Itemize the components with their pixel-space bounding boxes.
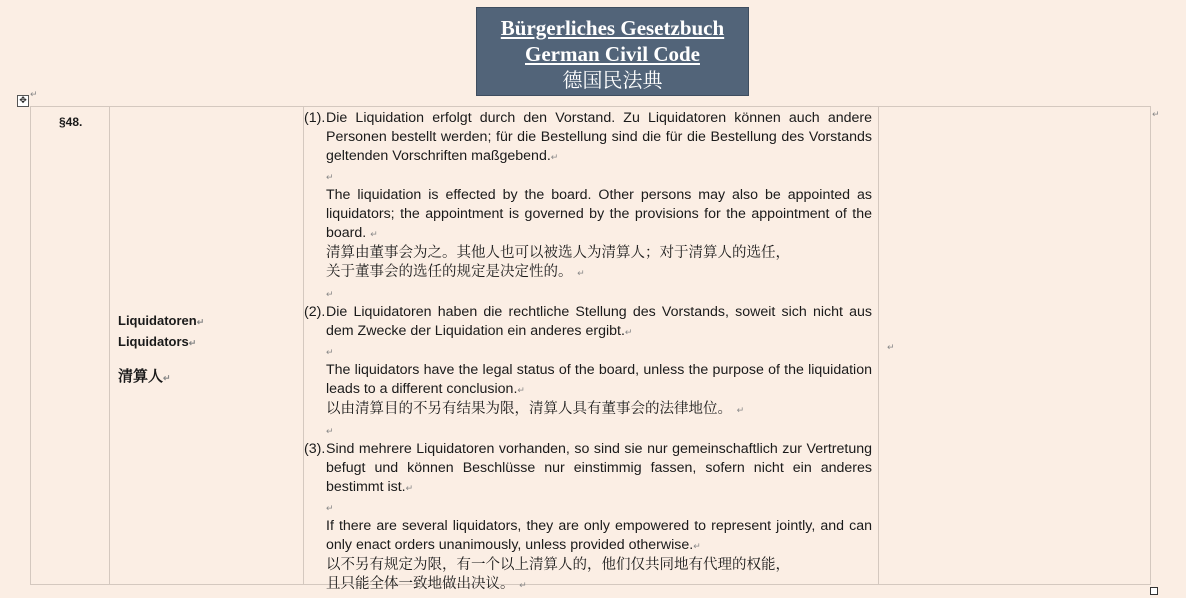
paragraph-mark-icon: ↵ xyxy=(517,385,525,395)
paragraph-mark-icon: ↵ xyxy=(326,172,334,182)
paragraph-mark-icon: ↵ xyxy=(887,343,895,353)
paragraph-mark-icon: ↵ xyxy=(163,373,171,383)
paragraph-mark-icon: ↵ xyxy=(326,347,334,357)
paragraph-3-chinese-line-1: 以不另有规定为限，有一个以上清算人的，他们仅共同地有代理的权能， xyxy=(326,557,790,573)
term-english: Liquidators xyxy=(118,334,189,349)
table-resize-handle[interactable] xyxy=(1150,587,1158,595)
paragraph-1-chinese-line-1: 清算由董事会为之。其他人也可以被选人为清算人；对于清算人的选任， xyxy=(326,245,790,261)
term-block xyxy=(118,311,204,388)
statute-table xyxy=(30,106,1151,592)
notes-cell xyxy=(879,107,1152,584)
paragraph-mark-icon: ↵ xyxy=(550,152,559,162)
section-number: §48. xyxy=(59,115,83,129)
paragraph-mark-icon: ↵ xyxy=(196,317,205,327)
paragraph-number: (1). xyxy=(304,110,326,126)
document-title-banner xyxy=(476,7,749,96)
title-chinese: 德国民法典 xyxy=(562,68,663,92)
table-move-handle-icon[interactable]: ✥ xyxy=(17,95,29,107)
term-cell xyxy=(110,107,304,584)
paragraph-3-english: If there are several liquidators, they are only empowered to represent jointly, and can only enact orders unanimously, unless provided otherwise.↵ xyxy=(326,518,872,553)
section-number-cell xyxy=(31,107,110,584)
paragraph-2-english: The liquidators have the legal status of the board, unless the purpose of the liquidation leads to a different conclusion.↵ xyxy=(326,362,872,397)
paragraph-mark-icon: ↵ xyxy=(30,90,38,100)
paragraph-mark-icon: ↵ xyxy=(326,503,334,513)
title-german: Bürgerliches Gesetzbuch xyxy=(500,16,725,40)
paragraph-3-chinese-line-2: 且只能全体一致地做出决议。 ↵ xyxy=(326,576,527,592)
text-cell xyxy=(304,107,879,592)
term-german: Liquidatoren xyxy=(118,313,197,328)
paragraph-mark-icon: ↵ xyxy=(326,289,334,299)
paragraph-mark-icon: ↵ xyxy=(693,541,701,551)
paragraph-number: (2). xyxy=(304,304,326,320)
paragraph-2-chinese: 以由清算目的不另有结果为限，清算人具有董事会的法律地位。 ↵ xyxy=(326,401,745,417)
paragraph-3-german: (3). Sind mehrere Liquidatoren vorhanden, so sind sie nur gemeinschaftlich zur Vertretung befugt und können Beschlüsse nur einstimmig fassen, sofern nicht ein anderes bestimmt ist.↵ xyxy=(304,441,872,495)
paragraph-1-chinese-line-2: 关于董事会的选任的规定是决定性的。 ↵ xyxy=(326,264,585,280)
paragraph-mark-icon: ↵ xyxy=(188,338,197,348)
paragraph-mark-icon: ↵ xyxy=(519,581,527,591)
paragraph-mark-icon: ↵ xyxy=(577,269,585,279)
paragraph-mark-icon: ↵ xyxy=(326,426,334,436)
paragraph-1-english: The liquidation is effected by the board. Other persons may also be appointed as liquidators; the appointment is governed by the provisions for the appointment of the board. ↵ xyxy=(326,187,872,241)
statute-text xyxy=(304,107,872,596)
row-end-mark-icon: ↵ xyxy=(1152,110,1160,120)
paragraph-number: (3). xyxy=(304,441,326,457)
paragraph-2-german: (2). Die Liquidatoren haben die rechtliche Stellung des Vorstands, soweit sich nicht aus dem Zwecke der Liquidation ein anderes ergibt.↵ xyxy=(304,304,872,339)
title-english: German Civil Code xyxy=(525,42,700,66)
paragraph-mark-icon: ↵ xyxy=(736,406,745,416)
paragraph-mark-icon: ↵ xyxy=(370,229,378,239)
paragraph-1-german: (1). Die Liquidation erfolgt durch den Vorstand. Zu Liquidatoren können auch andere Personen bestellt werden; für die Bestellung sind die für die Bestellung des Vorstands geltenden Vorschriften maßgebend.↵ xyxy=(304,110,872,164)
paragraph-mark-icon: ↵ xyxy=(624,327,633,337)
paragraph-mark-icon: ↵ xyxy=(405,483,414,493)
term-chinese: 清算人 xyxy=(118,368,164,385)
